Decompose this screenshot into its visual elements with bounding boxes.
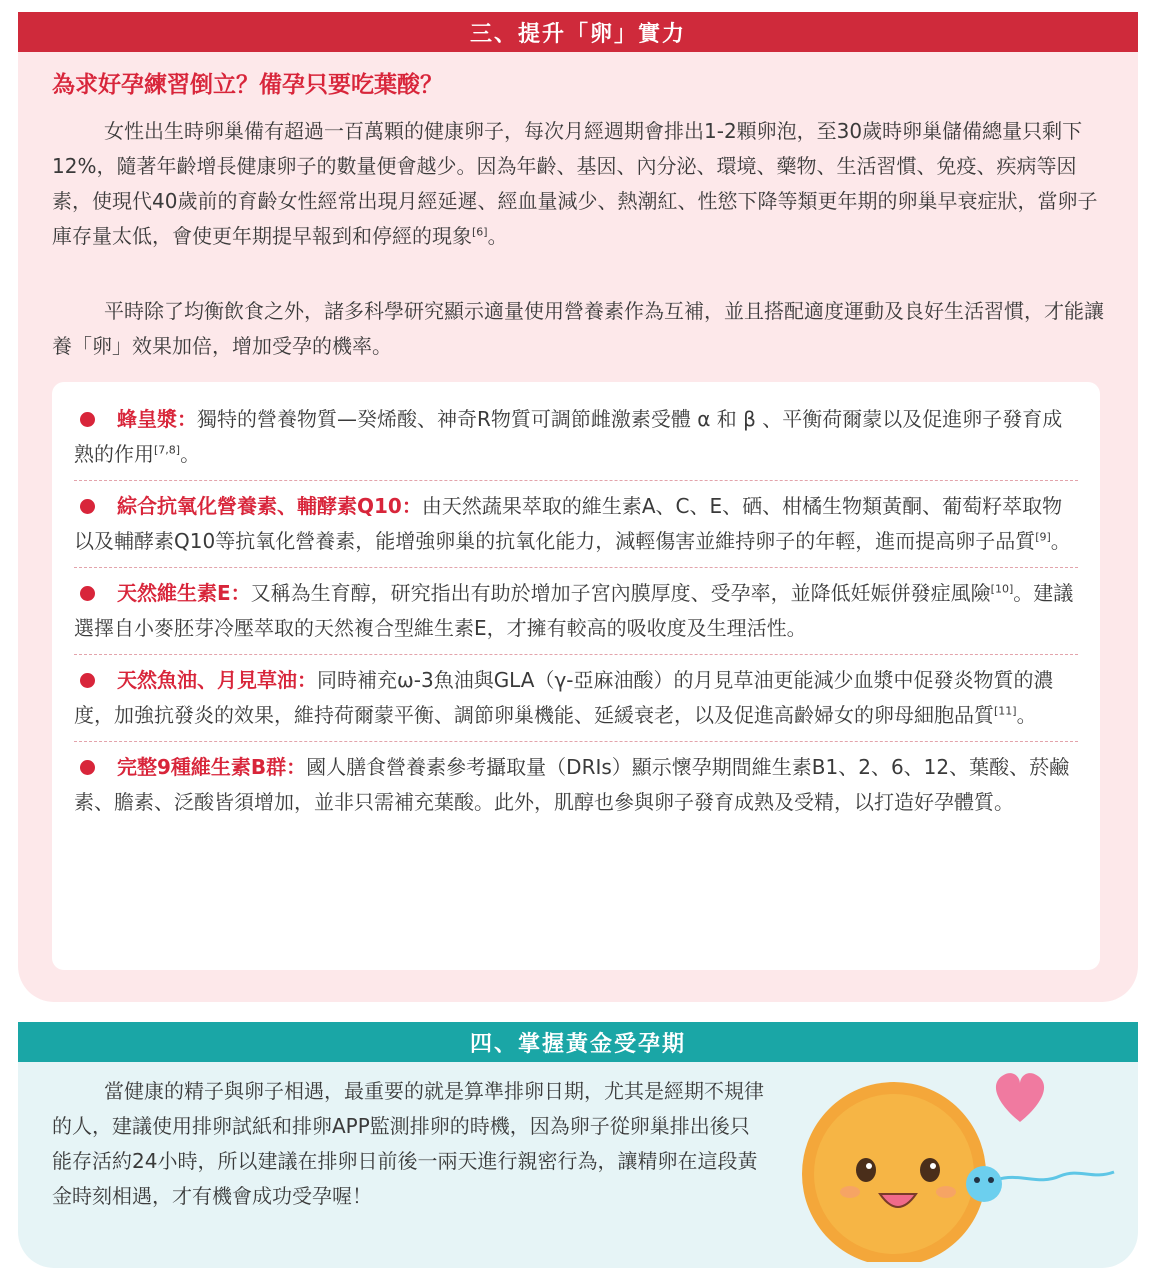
list-item: 綜合抗氧化營養素、輔酵素Q10：由天然蔬果萃取的維生素A、C、E、硒、柑橘生物類黃酮、葡萄籽萃取物以及輔酵素Q10等抗氧化營養素，能增強卵巢的抗氧化能力，減輕傷害並維持卵子的年輕，進而提高卵子品質[9]。 [74,481,1078,568]
list-item: 完整9種維生素B群：國人膳食營養素參考攝取量（DRIs）顯示懷孕期間維生素B1、2、6、12、葉酸、菸鹼素、膽素、泛酸皆須增加，並非只需補充葉酸。此外，肌醇也參與卵子發育成熟及受精，以打造好孕體質。 [74,755,1070,814]
section2-paragraph: 當健康的精子與卵子相遇，最重要的就是算準排卵日期，尤其是經期不規律的人，建議使用排卵試紙和排卵APP監測排卵的時機，因為卵子從卵巢排出後只能存活約24小時，所以建議在排卵日前後一兩天進行親密行為，讓精卵在這段黃金時刻相遇，才有機會成功受孕喔！ [52,1079,764,1208]
egg-inner-icon [814,1094,974,1254]
bullet-dot-icon [80,412,95,427]
section1-paragraph-1: 女性出生時卵巢備有超過一百萬顆的健康卵子，每次月經週期會排出1-2顆卵泡，至30歲時卵巢儲備總量只剩下12%，隨著年齡增長健康卵子的數量便會越少。因為年齡、基因、內分泌、環境、藥物、生活習慣、免疫、疾病等因素，使現代40歲前的育齡女性經常出現月經延遲、經血量減少、熱潮紅、性慾下降等類更年期的卵巢早衰症狀，當卵子庫存量太低，會使更年期提早報到和停經的現象[6]。 [52,119,1098,248]
section-egg-strength [18,12,1138,1002]
nutrient-list-card [52,382,1100,970]
egg-sperm-illustration [788,1062,1118,1262]
bullet-dot-icon [80,586,95,601]
bullet-dot-icon [80,760,95,775]
sperm-tail-icon [996,1172,1114,1180]
bullet-dot-icon [80,499,95,514]
section-golden-conception [18,1022,1138,1268]
list-item: 天然魚油、月見草油：同時補充ω-3魚油與GLA（γ-亞麻油酸）的月見草油更能減少血漿中促發炎物質的濃度，加強抗發炎的效果，維持荷爾蒙平衡、調節卵巢機能、延緩衰老，以及促進高齡婦女的卵母細胞品質[11]。 [74,655,1078,742]
section1-banner: 三、提升「卵」實力 [18,12,1138,52]
sperm-head-icon [966,1166,1002,1202]
section2-banner: 四、掌握黃金受孕期 [18,1022,1138,1062]
section1-title: 為求好孕練習倒立？備孕只要吃葉酸？ [52,72,443,98]
list-item: 蜂皇漿：獨特的營養物質—癸烯酸、神奇R物質可調節雌激素受體 α 和 β 、平衡荷爾蒙以及促進卵子發育成熟的作用[7,8]。 [74,394,1078,481]
list-item: 天然維生素E：又稱為生育醇，研究指出有助於增加子宮內膜厚度、受孕率，並降低妊娠併發症風險[10]。建議選擇自小麥胚芽冷壓萃取的天然複合型維生素E，才擁有較高的吸收度及生理活性。 [74,568,1078,655]
section1-paragraph-2: 平時除了均衡飲食之外，諸多科學研究顯示適量使用營養素作為互補，並且搭配適度運動及良好生活習慣，才能讓養「卵」效果加倍，增加受孕的機率。 [52,299,1104,358]
bullet-dot-icon [80,673,95,688]
heart-icon [996,1073,1044,1122]
